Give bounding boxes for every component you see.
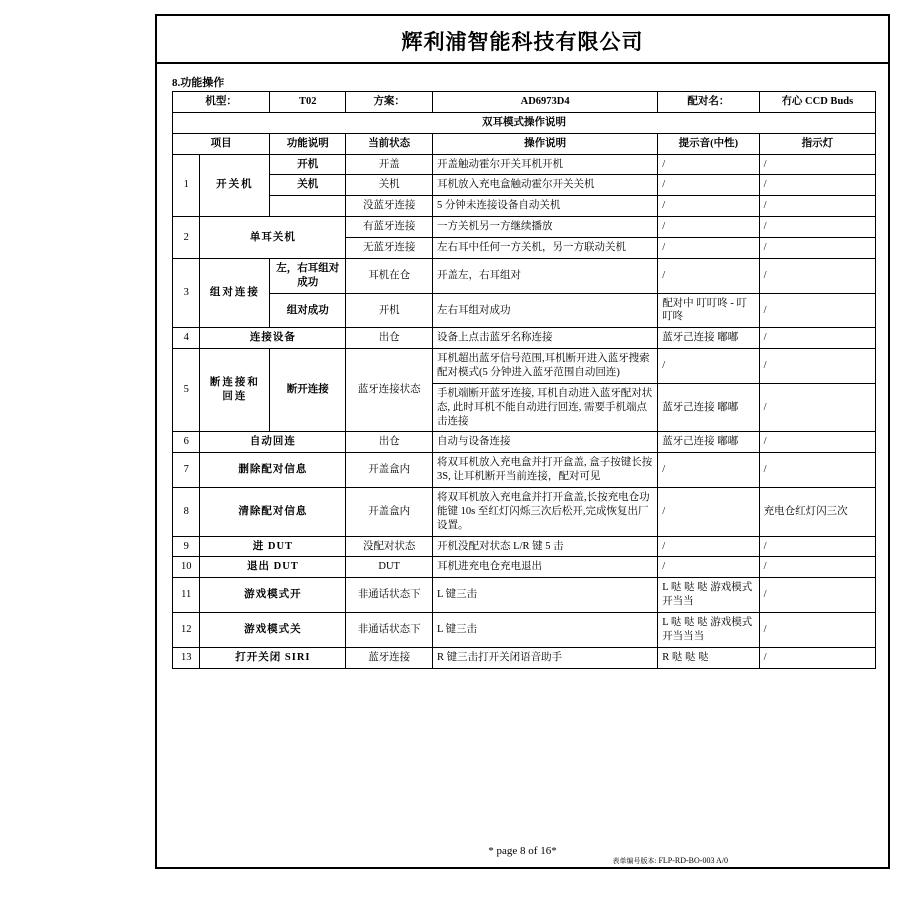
row-state: 蓝牙连接状态	[346, 349, 433, 432]
pair-label: 配对名：	[658, 92, 759, 113]
row-number: 8	[173, 488, 200, 537]
row-state: 开盖盒内	[346, 488, 433, 537]
row-tone: /	[658, 349, 759, 384]
row-function: 关机	[270, 175, 346, 196]
row-group: 断连接和回连	[200, 349, 270, 432]
col-header-operation: 操作说明	[433, 133, 658, 154]
row-number: 10	[173, 557, 200, 578]
table-row	[173, 536, 876, 557]
row-state: DUT	[346, 557, 433, 578]
row-operation: 5 分钟未连接设备自动关机	[433, 196, 658, 217]
row-group: 组对连接	[200, 258, 270, 327]
row-operation: 左右耳中任何一方关机，另一方联动关机	[433, 238, 658, 259]
row-state: 开盖	[346, 154, 433, 175]
row-tone: /	[658, 196, 759, 217]
plan-value: AD6973D4	[433, 92, 658, 113]
table-body	[173, 92, 876, 669]
row-number: 1	[173, 154, 200, 217]
row-led: /	[759, 557, 875, 578]
row-state: 没配对状态	[346, 536, 433, 557]
row-group: 开关机	[200, 154, 270, 217]
row-tone: 蓝牙己连接 嘟嘟	[658, 383, 759, 432]
row-group: 清除配对信息	[200, 488, 346, 537]
row-led: 充电仓红灯闪三次	[759, 488, 875, 537]
row-state: 关机	[346, 175, 433, 196]
row-tone: /	[658, 217, 759, 238]
row-led: /	[759, 383, 875, 432]
row-state: 非通话状态下	[346, 613, 433, 648]
row-group: 游戏模式关	[200, 613, 346, 648]
row-function: 组对成功	[270, 293, 346, 328]
row-tone: 配对中 叮叮咚 - 叮叮咚	[658, 293, 759, 328]
row-operation: 开盖左，右耳组对	[433, 258, 658, 293]
row-state: 没蓝牙连接	[346, 196, 433, 217]
row-tone: /	[658, 154, 759, 175]
row-function: 断开连接	[270, 349, 346, 432]
row-led: /	[759, 453, 875, 488]
model-label: 机型：	[173, 92, 270, 113]
row-function: 左，右耳组对成功	[270, 258, 346, 293]
row-tone: L 哒 哒 哒 游戏模式开当当	[658, 578, 759, 613]
footer-page-number: * page 8 of 16*	[488, 845, 557, 857]
row-led: /	[759, 647, 875, 668]
row-number: 3	[173, 258, 200, 327]
row-tone: /	[658, 536, 759, 557]
col-header-function: 功能说明	[270, 133, 346, 154]
row-state: 无蓝牙连接	[346, 238, 433, 259]
col-header-state: 当前状态	[346, 133, 433, 154]
row-tone: /	[658, 488, 759, 537]
row-group: 打开关闭 SIRI	[200, 647, 346, 668]
row-led: /	[759, 196, 875, 217]
row-led: /	[759, 328, 875, 349]
row-group: 退出 DUT	[200, 557, 346, 578]
row-group: 单耳关机	[200, 217, 346, 259]
row-operation: 耳机放入充电盒触动霍尔开关关机	[433, 175, 658, 196]
row-operation: 开机没配对状态 L/R 键 5 击	[433, 536, 658, 557]
table-row-info	[173, 92, 876, 113]
row-operation: 自动与设备连接	[433, 432, 658, 453]
row-tone: /	[658, 557, 759, 578]
row-operation: 将双耳机放入充电盒并打开盒盖,长按充电仓功能键 10s 至红灯闪烁三次后松开,完成恢复出厂设置。	[433, 488, 658, 537]
row-function	[270, 196, 346, 217]
row-operation: 设备上点击蓝牙名称连接	[433, 328, 658, 349]
row-state: 耳机在仓	[346, 258, 433, 293]
row-state: 非通话状态下	[346, 578, 433, 613]
row-number: 5	[173, 349, 200, 432]
row-tone: 蓝牙己连接 嘟嘟	[658, 432, 759, 453]
row-function: 开机	[270, 154, 346, 175]
row-led: /	[759, 536, 875, 557]
row-group: 自动回连	[200, 432, 346, 453]
table-row	[173, 578, 876, 613]
row-number: 13	[173, 647, 200, 668]
table-row	[173, 293, 876, 328]
row-led: /	[759, 349, 875, 384]
row-tone: /	[658, 175, 759, 196]
row-group: 进 DUT	[200, 536, 346, 557]
row-tone: R 哒 哒 哒	[658, 647, 759, 668]
row-operation: 左右耳组对成功	[433, 293, 658, 328]
row-number: 12	[173, 613, 200, 648]
plan-label: 方案：	[346, 92, 433, 113]
spec-table	[172, 91, 876, 669]
row-state: 有蓝牙连接	[346, 217, 433, 238]
pair-value: 冇心 CCD Buds	[759, 92, 875, 113]
table-row	[173, 196, 876, 217]
table-row	[173, 328, 876, 349]
table-row	[173, 175, 876, 196]
row-tone: 蓝牙己连接 嘟嘟	[658, 328, 759, 349]
row-tone: /	[658, 238, 759, 259]
row-number: 2	[173, 217, 200, 259]
row-tone: /	[658, 453, 759, 488]
row-led: /	[759, 432, 875, 453]
table-row	[173, 154, 876, 175]
footer-form-code	[612, 856, 728, 866]
row-operation: L 键三击	[433, 578, 658, 613]
row-state: 蓝牙连接	[346, 647, 433, 668]
row-led: /	[759, 175, 875, 196]
row-operation: 手机端断开蓝牙连接, 耳机自动进入蓝牙配对状态, 此时耳机不能自动进行回连, 需要手机端点击连接	[433, 383, 658, 432]
table-row	[173, 258, 876, 293]
footer-code-value: FLP-RD-BO-003 A/0	[658, 856, 728, 865]
row-operation: R 键三击打开关闭语音助手	[433, 647, 658, 668]
table-row-mode-title	[173, 112, 876, 133]
row-number: 11	[173, 578, 200, 613]
row-operation: L 键三击	[433, 613, 658, 648]
title-divider	[157, 62, 888, 64]
row-tone: L 哒 哒 哒 游戏模式开当当当	[658, 613, 759, 648]
row-operation: 耳机进充电仓充电退出	[433, 557, 658, 578]
row-led: /	[759, 258, 875, 293]
row-led: /	[759, 613, 875, 648]
row-led: /	[759, 238, 875, 259]
model-value: T02	[270, 92, 346, 113]
row-tone: /	[658, 258, 759, 293]
section-label: 8.功能操作	[172, 77, 225, 89]
table-row	[173, 453, 876, 488]
row-number: 9	[173, 536, 200, 557]
mode-title: 双耳模式操作说明	[173, 112, 876, 133]
row-state: 开盖盒内	[346, 453, 433, 488]
col-header-led: 指示灯	[759, 133, 875, 154]
row-state: 出仓	[346, 432, 433, 453]
col-header-item: 项目	[173, 133, 270, 154]
col-header-tone: 提示音(中性)	[658, 133, 759, 154]
row-led: /	[759, 154, 875, 175]
row-operation: 将双耳机放入充电盒并打开盒盖, 盒子按键长按 3S, 让耳机断开当前连接，配对可见	[433, 453, 658, 488]
row-state: 出仓	[346, 328, 433, 349]
table-row	[173, 217, 876, 238]
table-row	[173, 432, 876, 453]
table-row	[173, 613, 876, 648]
row-group: 游戏模式开	[200, 578, 346, 613]
row-operation: 开盖触动霍尔开关耳机开机	[433, 154, 658, 175]
row-led: /	[759, 578, 875, 613]
footer-code-prefix: 表单编号版本:	[612, 857, 657, 865]
table-header-row	[173, 133, 876, 154]
table-row	[173, 349, 876, 384]
row-number: 6	[173, 432, 200, 453]
row-state: 开机	[346, 293, 433, 328]
table-row	[173, 647, 876, 668]
row-group: 连接设备	[200, 328, 346, 349]
row-number: 7	[173, 453, 200, 488]
page-title: 辉利浦智能科技有限公司	[401, 30, 644, 54]
row-operation: 耳机超出蓝牙信号范围,耳机断开进入蓝牙搜索配对模式(5 分钟进入蓝牙范围自动回连)	[433, 349, 658, 384]
row-led: /	[759, 293, 875, 328]
table-row	[173, 488, 876, 537]
row-number: 4	[173, 328, 200, 349]
row-operation: 一方关机另一方继续播放	[433, 217, 658, 238]
row-led: /	[759, 217, 875, 238]
table-row	[173, 557, 876, 578]
row-group: 删除配对信息	[200, 453, 346, 488]
